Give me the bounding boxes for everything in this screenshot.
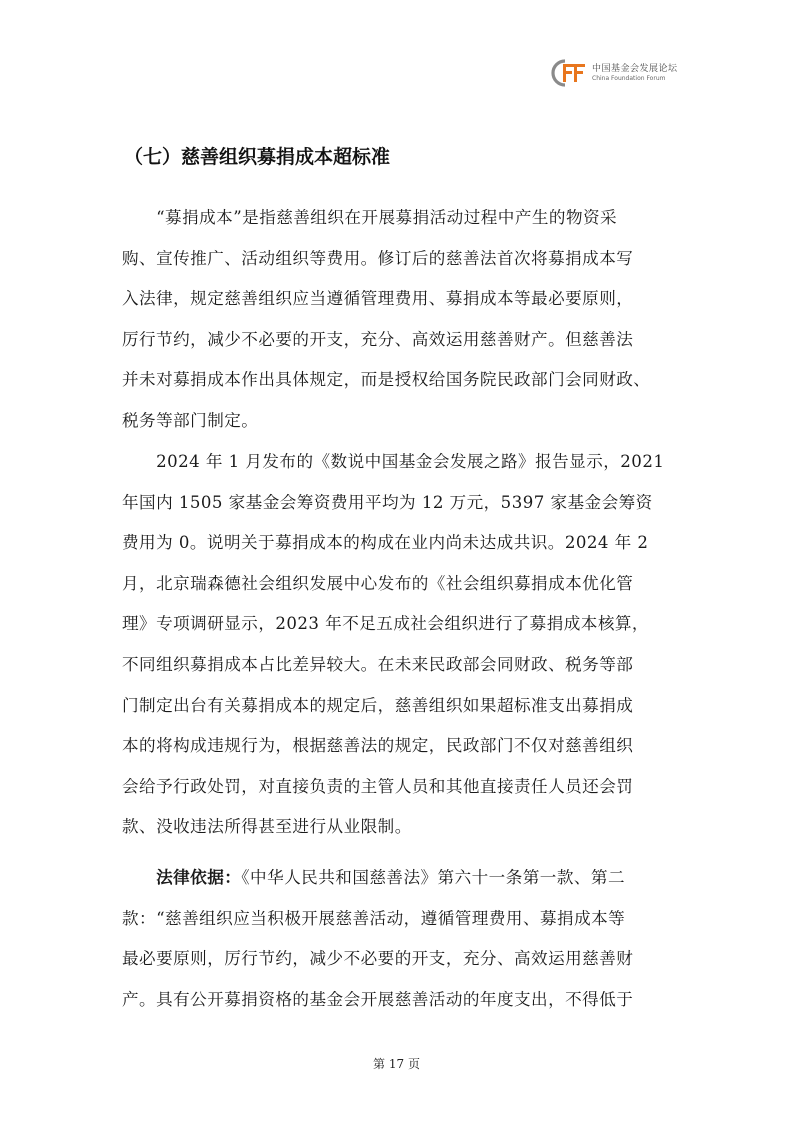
text-line: 入法律，规定慈善组织应当遵循管理费用、募捐成本等最必要原则， xyxy=(122,289,634,309)
text-line: 理》专项调研显示，2023 年不足五成社会组织进行了募捐成本核算， xyxy=(122,614,649,634)
text-line: 最必要原则，厉行节约，减少不必要的开支，充分、高效运用慈善财 xyxy=(122,949,634,969)
text-line: 款：“慈善组织应当积极开展慈善活动，遵循管理费用、募捐成本等 xyxy=(122,908,626,928)
text-line: 年国内 1505 家基金会筹资费用平均为 12 万元，5397 家基金会筹资 xyxy=(122,492,653,512)
text-line: 2024 年 1 月发布的《数说中国基金会发展之路》报告显示，2021 xyxy=(122,452,665,471)
text-line: 门制定出台有关募捐成本的规定后，慈善组织如果超标准支出募捐成 xyxy=(122,695,634,715)
page-number: 第 17 页 xyxy=(373,1057,420,1071)
paragraph-legal-basis xyxy=(122,858,684,1020)
text-line: 不同组织募捐成本占比差异较大。在未来民政部会同财政、税务等部 xyxy=(122,654,634,674)
text-line: 款、没收违法所得甚至进行从业限制。 xyxy=(122,817,412,837)
text-line: “募捐成本”是指慈善组织在开展募捐活动过程中产生的物资采 xyxy=(122,208,618,227)
text-line: 会给予行政处罚，对直接负责的主管人员和其他直接责任人员还会罚 xyxy=(122,776,634,796)
text-line: 税务等部门制定。 xyxy=(122,410,259,430)
forum-logo-icon xyxy=(550,58,588,88)
paragraph-definition xyxy=(122,198,684,442)
text-line: 月，北京瑞森德社会组织发展中心发布的《社会组织募捐成本优化管 xyxy=(122,573,634,593)
text-line: 产。具有公开募捐资格的基金会开展慈善活动的年度支出，不得低于 xyxy=(122,989,634,1009)
paragraph-survey xyxy=(122,442,684,848)
legal-basis-citation: 《中华人民共和国慈善法》第六十一条第一款、第二 xyxy=(241,868,626,887)
text-line xyxy=(122,858,684,899)
legal-basis-label: 法律依据： xyxy=(156,868,242,887)
text-line: 并未对募捐成本作出具体规定，而是授权给国务院民政部门会同财政、 xyxy=(122,370,651,390)
forum-logo xyxy=(550,58,678,88)
logo-english-name: China Foundation Forum xyxy=(592,74,666,82)
section-heading: （七）慈善组织募捐成本超标准 xyxy=(124,146,391,168)
text-line: 厉行节约，减少不必要的开支，充分、高效运用慈善财产。但慈善法 xyxy=(122,329,634,349)
text-line: 本的将构成违规行为，根据慈善法的规定，民政部门不仅对慈善组织 xyxy=(122,736,634,756)
logo-chinese-name: 中国基金会发展论坛 xyxy=(592,63,678,74)
text-line: 费用为 0。说明关于募捐成本的构成在业内尚未达成共识。2024 年 2 xyxy=(122,533,649,553)
text-line: 购、宣传推广、活动组织等费用。修订后的慈善法首次将募捐成本写 xyxy=(122,248,634,268)
